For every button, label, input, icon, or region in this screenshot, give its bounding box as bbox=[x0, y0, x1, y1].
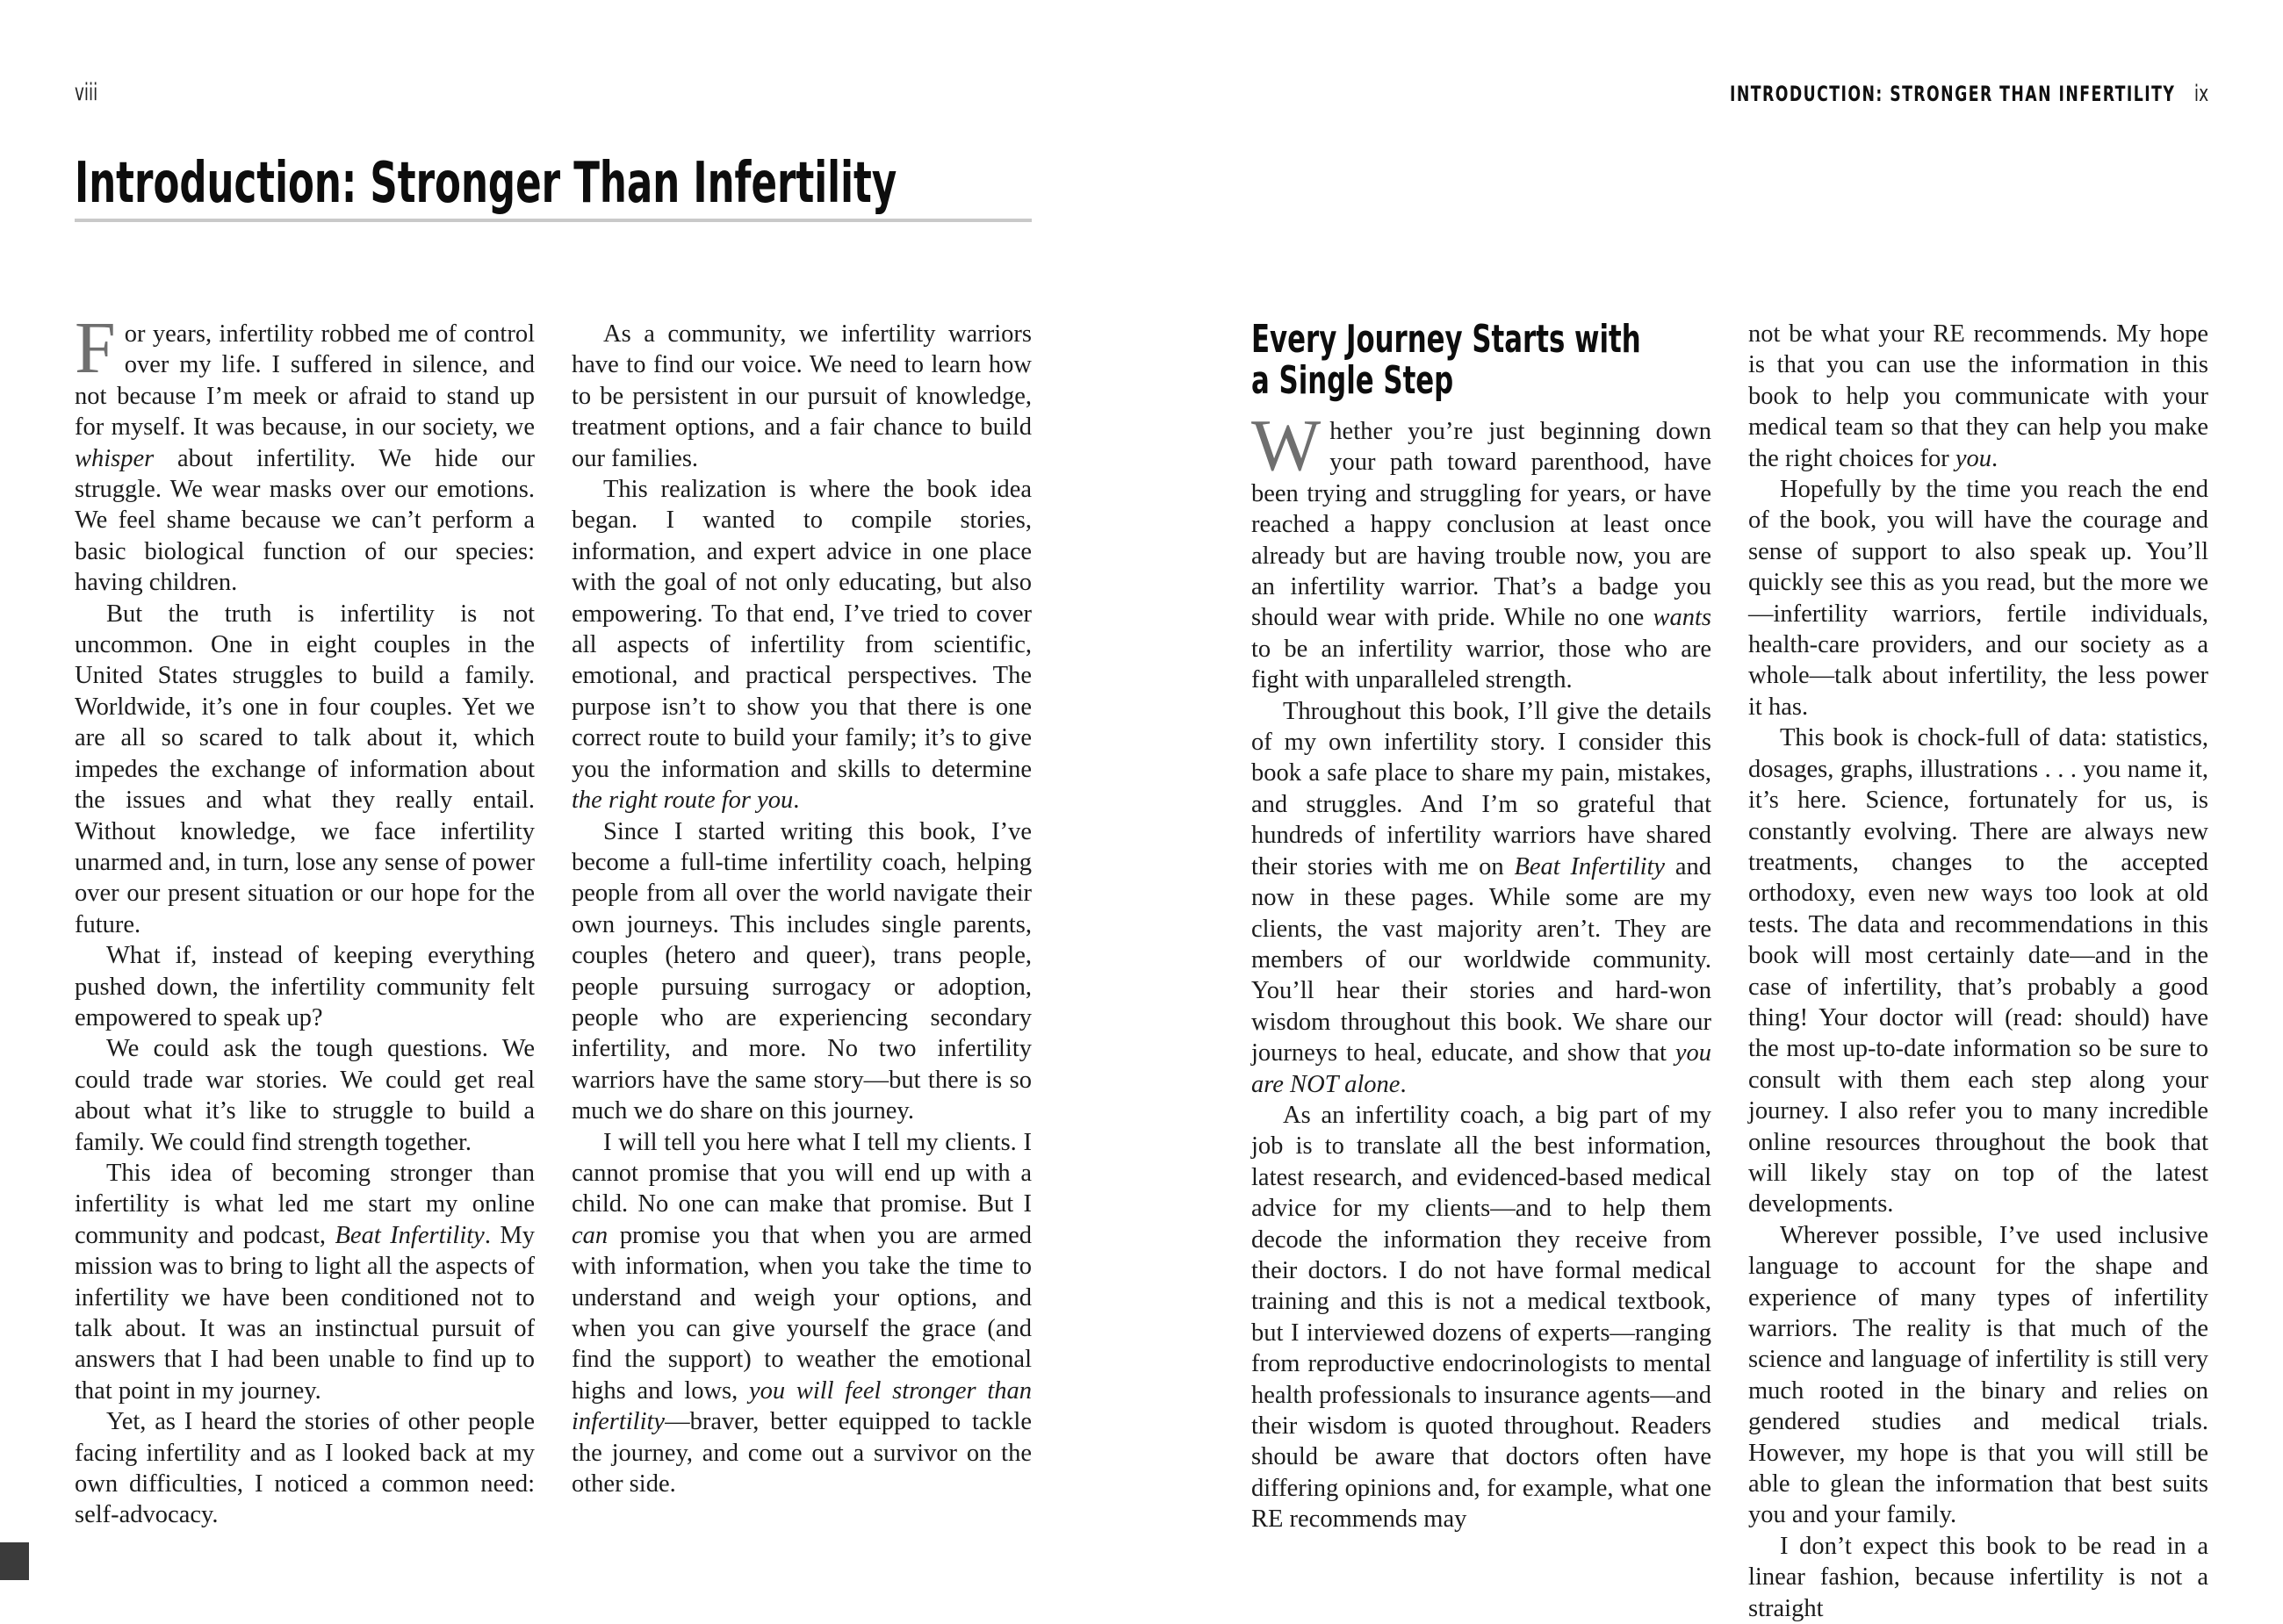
right-page-columns bbox=[1251, 319, 2208, 1624]
chapter-title-text: Introduction: Stronger Than Infertility bbox=[75, 151, 897, 216]
paragraph: Hopefully by the time you reach the end of the book, you will have the courage and sense of support to also speak up. You’ll quickly see this as you read, but the more we—infertility warriors, fertile individuals, health-care providers, and our society as a whole—talk about infertility, the less power it has. bbox=[1748, 476, 2208, 721]
paragraph: Throughout this book, I’ll give the details of my own infertility story. I consider this book a safe place to share my pain, mistakes, and struggles. And I’m so grateful that hundreds of infertility warriors have shared their stories with me on Beat Infertility and now in these pages. While some are my clients, the vast majority aren’t. They are members of our worldwide community. You’ll hear their stories and hard-won wisdom throughout this book. We share our journeys to heal, educate, and show that you are NOT alone. bbox=[1251, 697, 1712, 1098]
chapter-title bbox=[75, 151, 1284, 216]
title-rule bbox=[75, 219, 1032, 222]
paragraph: We could ask the tough questions. We could trade war stories. We could get real about what it’s like to struggle to build a family. We could find strength together. bbox=[75, 1035, 535, 1156]
paragraph: not be what your RE recommends. My hope is that you can use the information in this book to help you communicate with your medical team so that they can help you make the right choices for you. bbox=[1748, 320, 2208, 472]
paragraph: This realization is where the book idea began. I wanted to compile stories, information, and expert advice in one place with the goal of not only educating, but also empowering. To that end, I’ve tried to cover all aspects of infertility from scientific, emotional, and practical perspectives. The purpose isn’t to show you that there is one correct route to build your family; it’s to give you the information and skills to determine the right route for you. bbox=[572, 476, 1032, 815]
paragraph: Wherever possible, I’ve used inclusive language to account for the shape and experience of many types of infertility warriors. The reality is that much of the science and language of infertility is still very much rooted in the binary and relies on gendered studies and medical trials. However, my hope is that you will still be able to glean the information that best suits you and your family. bbox=[1748, 1221, 2208, 1529]
paragraph: As an infertility coach, a big part of my job is to translate all the best information, latest research, and evidenced-based medical advice for my clients—and to help them decode the information they receive from their doctors. I do not have formal medical training and this is not a medical textbook, but I interviewed dozens of experts—ranging from reproductive endocrinologists to mental health professionals to insurance agents—and their wisdom is quoted throughout. Readers should be aware that doctors often have differing opinions and, for example, what one RE recommends may bbox=[1251, 1101, 1711, 1534]
section-opening-paragraph bbox=[1251, 405, 1711, 696]
left-column-2-paragraphs bbox=[572, 319, 1032, 1499]
opening-paragraph-text: or years, infertility robbed me of control over my life. I suffered in silence, and not because I’m meek or afraid to stand up for myself. It was because, in our society, we whisper about infertility. We hide our struggle. We wear masks over our emotions. We feel shame because we can’t perform a basic biological function of our species: having children. bbox=[75, 320, 535, 597]
right-column-1-paragraphs bbox=[1251, 696, 1711, 1535]
left-page-column-2 bbox=[572, 319, 1032, 1531]
section-heading-line-1: Every Journey Starts with bbox=[1251, 317, 1641, 362]
paragraph: What if, instead of keeping everything pushed down, the infertility community felt empowered to speak up? bbox=[75, 942, 535, 1031]
section-heading-line-1-wrap bbox=[1251, 319, 1711, 360]
paragraph: As a community, we infertility warriors have to find our voice. We need to learn how to be persistent in our pursuit of knowledge, treatment options, and a fair chance to build our families. bbox=[572, 320, 1032, 472]
right-page-number: ix bbox=[2193, 81, 2208, 107]
page-corner-mark bbox=[0, 1542, 29, 1580]
left-page-number-text: viii bbox=[75, 79, 98, 106]
running-head-group bbox=[1730, 83, 2208, 105]
right-column-2-paragraphs bbox=[1748, 319, 2208, 1624]
right-page bbox=[1251, 0, 2208, 1622]
paragraph: This idea of becoming stronger than infertility is what led me start my online community and podcast, Beat Infertility. My mission was to bring to light all the aspects of infertility we have been conditioned not to talk about. It was an instinctual pursuit of answers that I had been unable to find up to that point in my journey. bbox=[75, 1159, 536, 1405]
left-page bbox=[75, 0, 1032, 1580]
running-head bbox=[1544, 83, 2208, 105]
left-column-1-paragraphs bbox=[75, 599, 535, 1531]
drop-cap-w: W bbox=[1251, 405, 1322, 486]
drop-cap-f: F bbox=[75, 307, 116, 389]
right-page-column-1 bbox=[1251, 319, 1711, 1624]
section-heading-line-2-wrap bbox=[1251, 360, 1711, 401]
section-opening-paragraph-text: hether you’re just beginning down your path toward parenthood, have been trying and struggling for years, or have reached a happy conclusion at least once already but are having trouble now, you are an infertility warrior. That’s a badge you should wear with pride. While no one wants to be an infertility warrior, those who are fight with unparalleled strength. bbox=[1251, 418, 1711, 694]
paragraph: But the truth is infertility is not uncommon. One in eight couples in the United States struggles to build a family. Worldwide, it’s one in four couples. Yet we are all so scared to talk about it, which impedes the exchange of information about the issues and what they really entail. Without knowledge, we face infertility unarmed and, in turn, lose any sense of power over our present situation or our hope for the future. bbox=[75, 600, 535, 938]
left-page-columns bbox=[75, 307, 1032, 1531]
right-page-column-2 bbox=[1748, 319, 2208, 1624]
paragraph: This book is chock-full of data: statistics, dosages, graphs, illustrations . . . you name it, it’s here. Science, fortunately for us, is constantly evolving. There are always new treatments, changes to the accepted orthodoxy, even new ways too look at old tests. The data and recommendations in this book will most certainly date—and in the case of infertility, that’s probably a good thing! Your doctor will (read: should) have the most up-to-date information so be sure to consult with them each step along your journey. I also refer you to many incredible online resources throughout the book that will likely stay on top of the latest developments. bbox=[1748, 724, 2208, 1218]
section-heading bbox=[1251, 319, 1711, 401]
left-page-number bbox=[75, 81, 108, 104]
opening-paragraph bbox=[75, 307, 535, 599]
paragraph: Since I started writing this book, I’ve become a full-time infertility coach, helping people from all over the world navigate their own journeys. This includes single parents, couples (hetero and queer), trans people, people pursuing surrogacy or adoption, people who are experiencing secondary infertility, and more. No two infertility warriors have the same story—but there is so much we do share on this journey. bbox=[572, 817, 1032, 1125]
paragraph: I don’t expect this book to be read in a linear fashion, because infertility is not a straight bbox=[1748, 1532, 2208, 1622]
running-head-title: INTRODUCTION: STRONGER THAN INFERTILITY bbox=[1729, 82, 2176, 106]
left-page-column-1 bbox=[75, 307, 536, 1531]
paragraph: Yet, as I heard the stories of other people facing infertility and as I looked back at my own difficulties, I noticed a common need: self-advocacy. bbox=[75, 1408, 535, 1529]
paragraph: I will tell you here what I tell my clients. I cannot promise that you will end up with a child. No one can make that promise. But I can promise you that when you are armed with information, when you take the time to understand and weigh your options, and when you can give yourself the grace (and find the support) to weather the emotional highs and lows, you will feel stronger than infertility—braver, better equipped to tackle the journey, and come out a survivor on the other side. bbox=[572, 1128, 1032, 1498]
section-heading-line-2: a Single Step bbox=[1251, 358, 1454, 403]
